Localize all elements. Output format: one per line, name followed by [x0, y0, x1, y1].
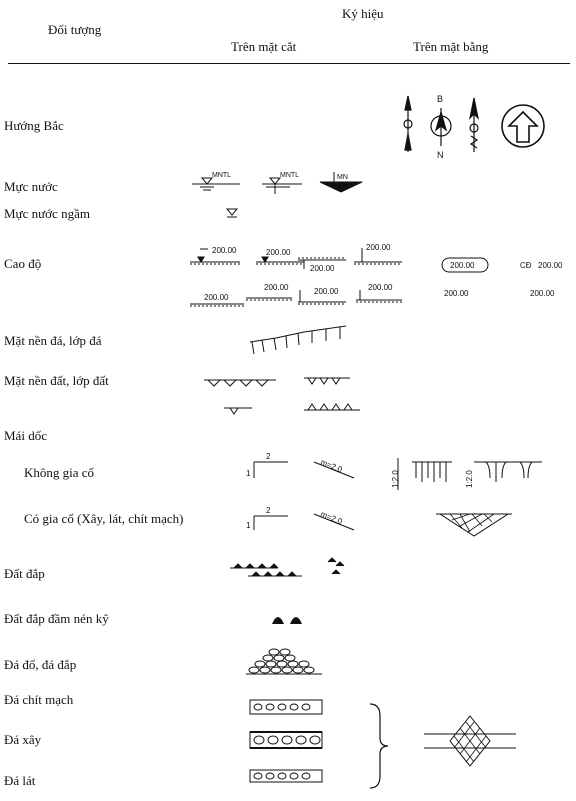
slope-reinforced-m: m=2.0	[319, 509, 344, 527]
stone-work-symbols	[246, 696, 536, 796]
rock-fill-symbol	[244, 640, 324, 680]
elev-label-7: 200.00	[314, 287, 339, 296]
elev-label-3: 200.00	[310, 264, 335, 273]
fill-symbols	[228, 556, 358, 584]
mntl-label-1: MNTL	[212, 172, 232, 179]
row-label-compacted-fill: Đất đắp đầm nén kỹ	[4, 611, 109, 626]
masonry-icon	[250, 732, 322, 748]
slope-reinforced-2: 2	[266, 506, 271, 515]
elev-label-plan-4: 200.00	[530, 289, 555, 298]
row-label-north: Hướng Bắc	[4, 118, 64, 133]
north-arrow-symbols	[396, 90, 556, 160]
row-label-water-level: Mực nước	[4, 179, 58, 194]
mn-label: MN	[337, 174, 348, 181]
slope-unreinforced-2: 2	[266, 452, 271, 461]
elev-label-8: 200.00	[368, 283, 393, 292]
slope-unreinforced-m: m=2.0	[319, 457, 344, 475]
row-label-slope: Mái dốc	[4, 428, 47, 443]
row-label-ground-water: Mực nước ngầm	[4, 206, 90, 221]
elev-label-2: 200.00	[266, 248, 291, 257]
header-on-section: Trên mặt cắt	[231, 39, 297, 54]
elev-label-plan-cd: 200.00	[538, 261, 563, 270]
row-label-rock-surface: Mặt nền đá, lớp đá	[4, 333, 102, 348]
row-label-slope-reinforced: Có gia cố (Xây, lát, chít mạch)	[24, 511, 184, 526]
header-object: Đối tượng	[48, 22, 102, 37]
north-arrow-circle-icon	[502, 105, 544, 147]
north-arrow-3-icon	[470, 98, 478, 152]
elev-label-5: 200.00	[204, 293, 229, 302]
header-on-plan: Trên mặt bằng	[413, 39, 489, 54]
water-level-1-icon	[202, 178, 212, 184]
elev-label-6: 200.00	[264, 283, 289, 292]
slope-unreinforced-symbols	[240, 448, 560, 492]
row-label-mortared-rock: Đá chít mạch	[4, 692, 74, 707]
row-label-elevation: Cao độ	[4, 256, 42, 271]
elev-cd-prefix: CĐ	[520, 261, 532, 270]
north-b-label: B	[437, 94, 444, 104]
header-divider	[8, 63, 570, 64]
elev-label-1: 200.00	[212, 246, 237, 255]
water-level-3-icon	[320, 182, 362, 192]
north-arrow-compass-icon	[431, 108, 451, 146]
mntl-label-2: MNTL	[280, 172, 300, 179]
elevation-symbols	[186, 238, 570, 314]
elev-label-plan-boxed: 200.00	[450, 261, 475, 270]
slope-reinforced-1: 1	[246, 521, 251, 530]
ground-water-icon	[227, 209, 237, 215]
soil-surface-symbols	[200, 372, 370, 422]
elev-label-4: 200.00	[366, 243, 391, 252]
header-symbol: Ký hiệu	[342, 6, 384, 21]
slope-unreinforced-ratio-2: 1:2.0	[465, 470, 474, 488]
slope-unreinforced-1: 1	[246, 469, 251, 478]
brace-icon	[370, 704, 388, 788]
row-label-paved: Đá lát	[4, 773, 36, 788]
compacted-fill-symbol	[270, 610, 310, 628]
north-arrow-1-icon	[404, 96, 412, 152]
row-label-masonry: Đá xây	[4, 732, 42, 747]
row-label-soil-surface: Mặt nền đất, lớp đất	[4, 373, 109, 388]
north-n-label: N	[437, 150, 444, 160]
slope-unreinforced-ratio-1: 1:2.0	[391, 470, 400, 488]
rock-surface-symbol	[246, 322, 356, 358]
slope-reinforced-symbols	[240, 502, 530, 542]
row-label-slope-unreinforced: Không gia cố	[24, 465, 95, 480]
water-level-symbols	[190, 168, 370, 198]
elev-label-plan-3: 200.00	[444, 289, 469, 298]
ground-water-symbol	[224, 206, 240, 222]
row-label-fill: Đất đắp	[4, 566, 45, 581]
water-level-2-icon	[270, 178, 280, 184]
row-label-rock-fill: Đá đổ, đá đắp	[4, 657, 77, 672]
